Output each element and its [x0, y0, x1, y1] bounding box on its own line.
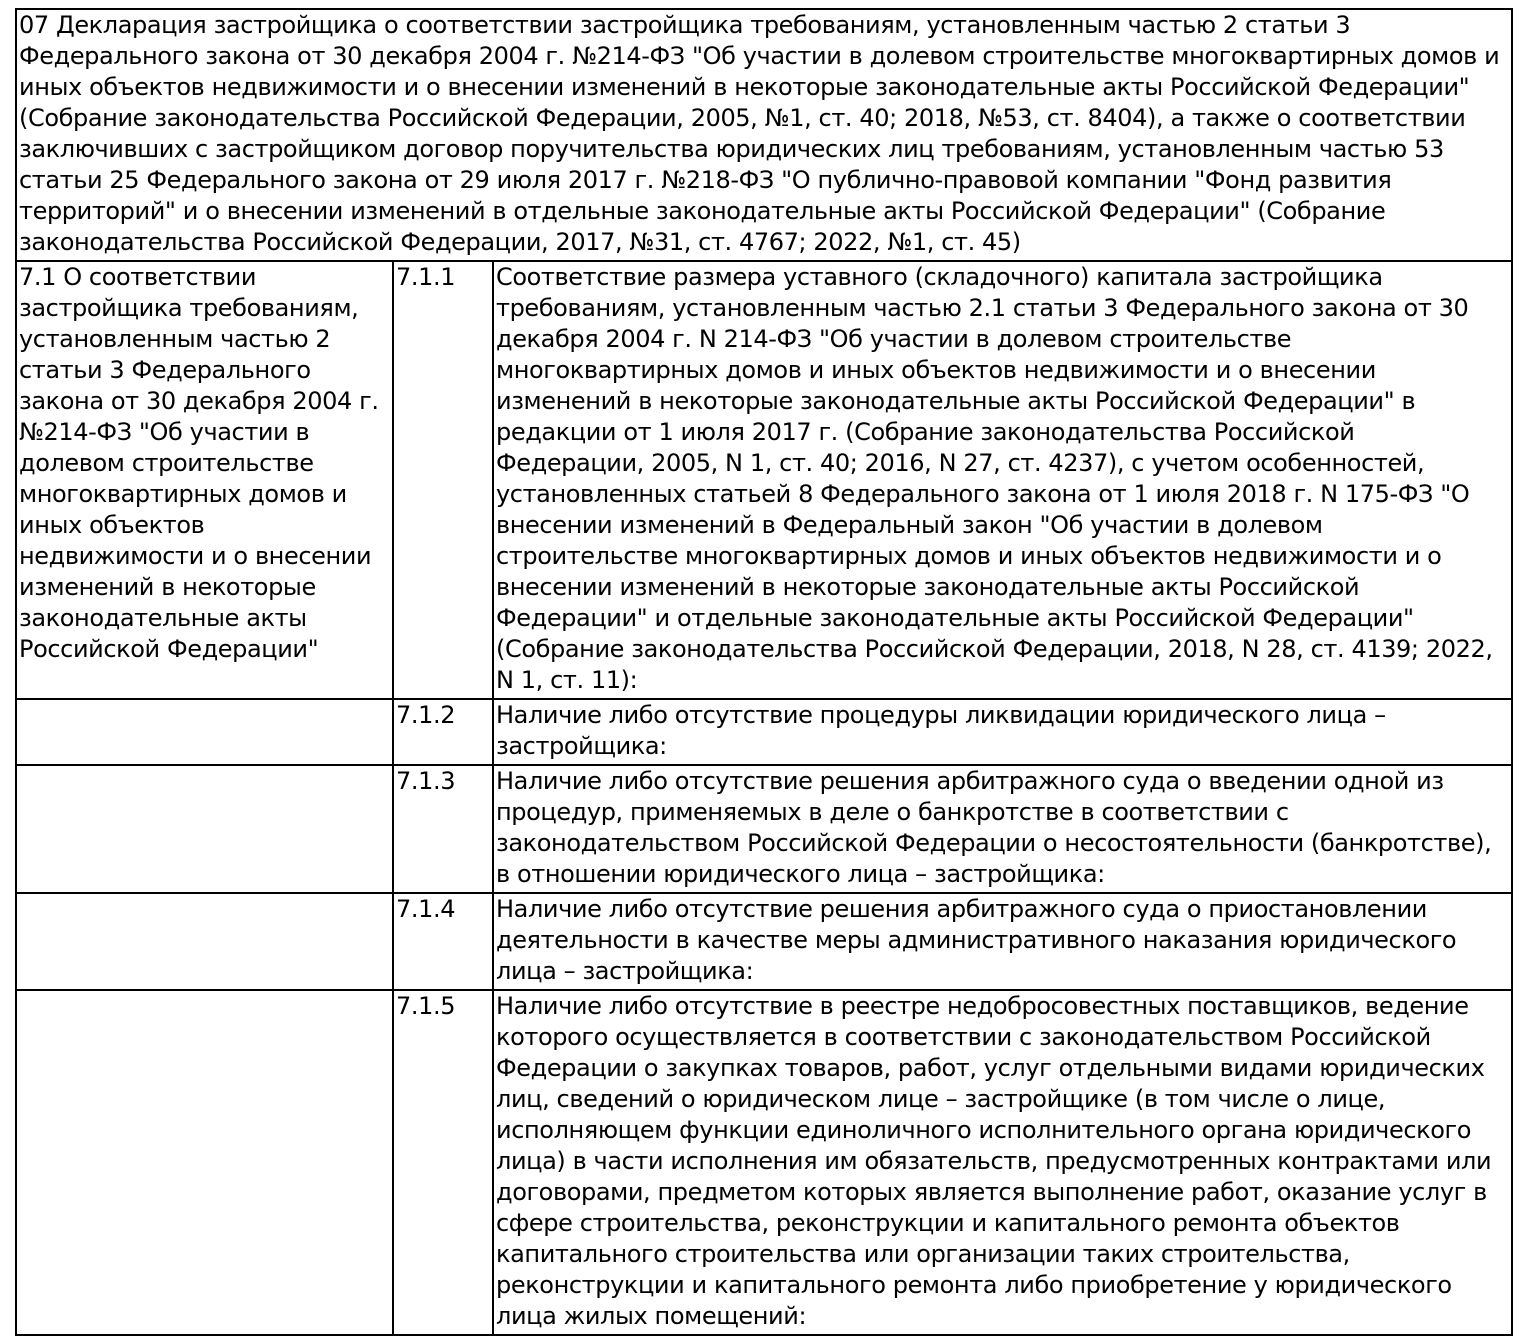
table-row-section-header [16, 9, 1512, 261]
table-row [16, 765, 1512, 893]
section-empty-cell [16, 765, 393, 893]
item-text-cell: Наличие либо отсутствие процедуры ликвидации юридического лица – застройщика: [493, 699, 1512, 765]
table-row [16, 699, 1512, 765]
declaration-table [15, 8, 1513, 1336]
table-row [16, 261, 1512, 699]
item-code-cell: 7.1.3 [393, 765, 493, 893]
item-text-cell: Соответствие размера уставного (складочного) капитала застройщика требованиям, установленным частью 2.1 статьи 3 Федерального закона от 30 декабря 2004 г. N 214-ФЗ "Об участии в долевом строительстве многоквартирных домов и иных объектов недвижимости и о внесении изменений в некоторые законодательные акты Российской Федерации" в редакции от 1 июля 2017 г. (Собрание законодательства Российской Федерации, 2005, N 1, ст. 40; 2016, N 27, ст. 4237), с учетом особенностей, установленных статьей 8 Федерального закона от 1 июля 2018 г. N 175-ФЗ "О внесении изменений в Федеральный закон "Об участии в долевом строительстве многоквартирных домов и иных объектов недвижимости и о внесении изменений в некоторые законодательные акты Российской Федерации" и отдельные законодательные акты Российской Федерации" (Собрание законодательства Российской Федерации, 2018, N 28, ст. 4139; 2022, N 1, ст. 11): [493, 261, 1512, 699]
item-code-cell: 7.1.4 [393, 893, 493, 990]
section-07-header: 07 Декларация застройщика о соответствии застройщика требованиям, установленным частью 2 статьи 3 Федерального закона от 30 декабря 2004 г. №214-ФЗ "Об участии в долевом строительстве многоквартирных домов и иных объектов недвижимости и о внесении изменений в некоторые законодательные акты Российской Федерации" (Собрание законодательства Российской Федерации, 2005, №1, ст. 40; 2018, №53, ст. 8404), а также о соответствии заключивших с застройщиком договор поручительства юридических лиц требованиям, установленным частью 53 статьи 25 Федерального закона от 29 июля 2017 г. №218-ФЗ "О публично-правовой компании "Фонд развития территорий" и о внесении изменений в отдельные законодательные акты Российской Федерации" (Собрание законодательства Российской Федерации, 2017, №31, ст. 4767; 2022, №1, ст. 45) [16, 9, 1512, 261]
item-text-cell: Наличие либо отсутствие в реестре недобросовестных поставщиков, ведение которого осуществляется в соответствии с законодательством Российской Федерации о закупках товаров, работ, услуг отдельными видами юридических лиц, сведений о юридическом лице – застройщике (в том числе о лице, исполняющем функции единоличного исполнительного органа юридического лица) в части исполнения им обязательств, предусмотренных контрактами или договорами, предметом которых является выполнение работ, оказание услуг в сфере строительства, реконструкции и капитального ремонта объектов капитального строительства или организации таких строительства, реконструкции и капитального ремонта либо приобретение у юридического лица жилых помещений: [493, 990, 1512, 1335]
section-empty-cell [16, 990, 393, 1335]
section-empty-cell [16, 699, 393, 765]
item-code-cell: 7.1.1 [393, 261, 493, 699]
table-row [16, 990, 1512, 1335]
section-7-1-title-cell: 7.1 О соответствии застройщика требованиям, установленным частью 2 статьи 3 Федерального закона от 30 декабря 2004 г. №214-ФЗ "Об участии в долевом строительстве многоквартирных домов и иных объектов недвижимости и о внесении изменений в некоторые законодательные акты Российской Федерации" [16, 261, 393, 699]
item-code-cell: 7.1.2 [393, 699, 493, 765]
section-empty-cell [16, 893, 393, 990]
table-row [16, 893, 1512, 990]
item-text-cell: Наличие либо отсутствие решения арбитражного суда о приостановлении деятельности в качестве меры административного наказания юридического лица – застройщика: [493, 893, 1512, 990]
item-text-cell: Наличие либо отсутствие решения арбитражного суда о введении одной из процедур, применяемых в деле о банкротстве в соответствии с законодательством Российской Федерации о несостоятельности (банкротстве), в отношении юридического лица – застройщика: [493, 765, 1512, 893]
item-code-cell: 7.1.5 [393, 990, 493, 1335]
